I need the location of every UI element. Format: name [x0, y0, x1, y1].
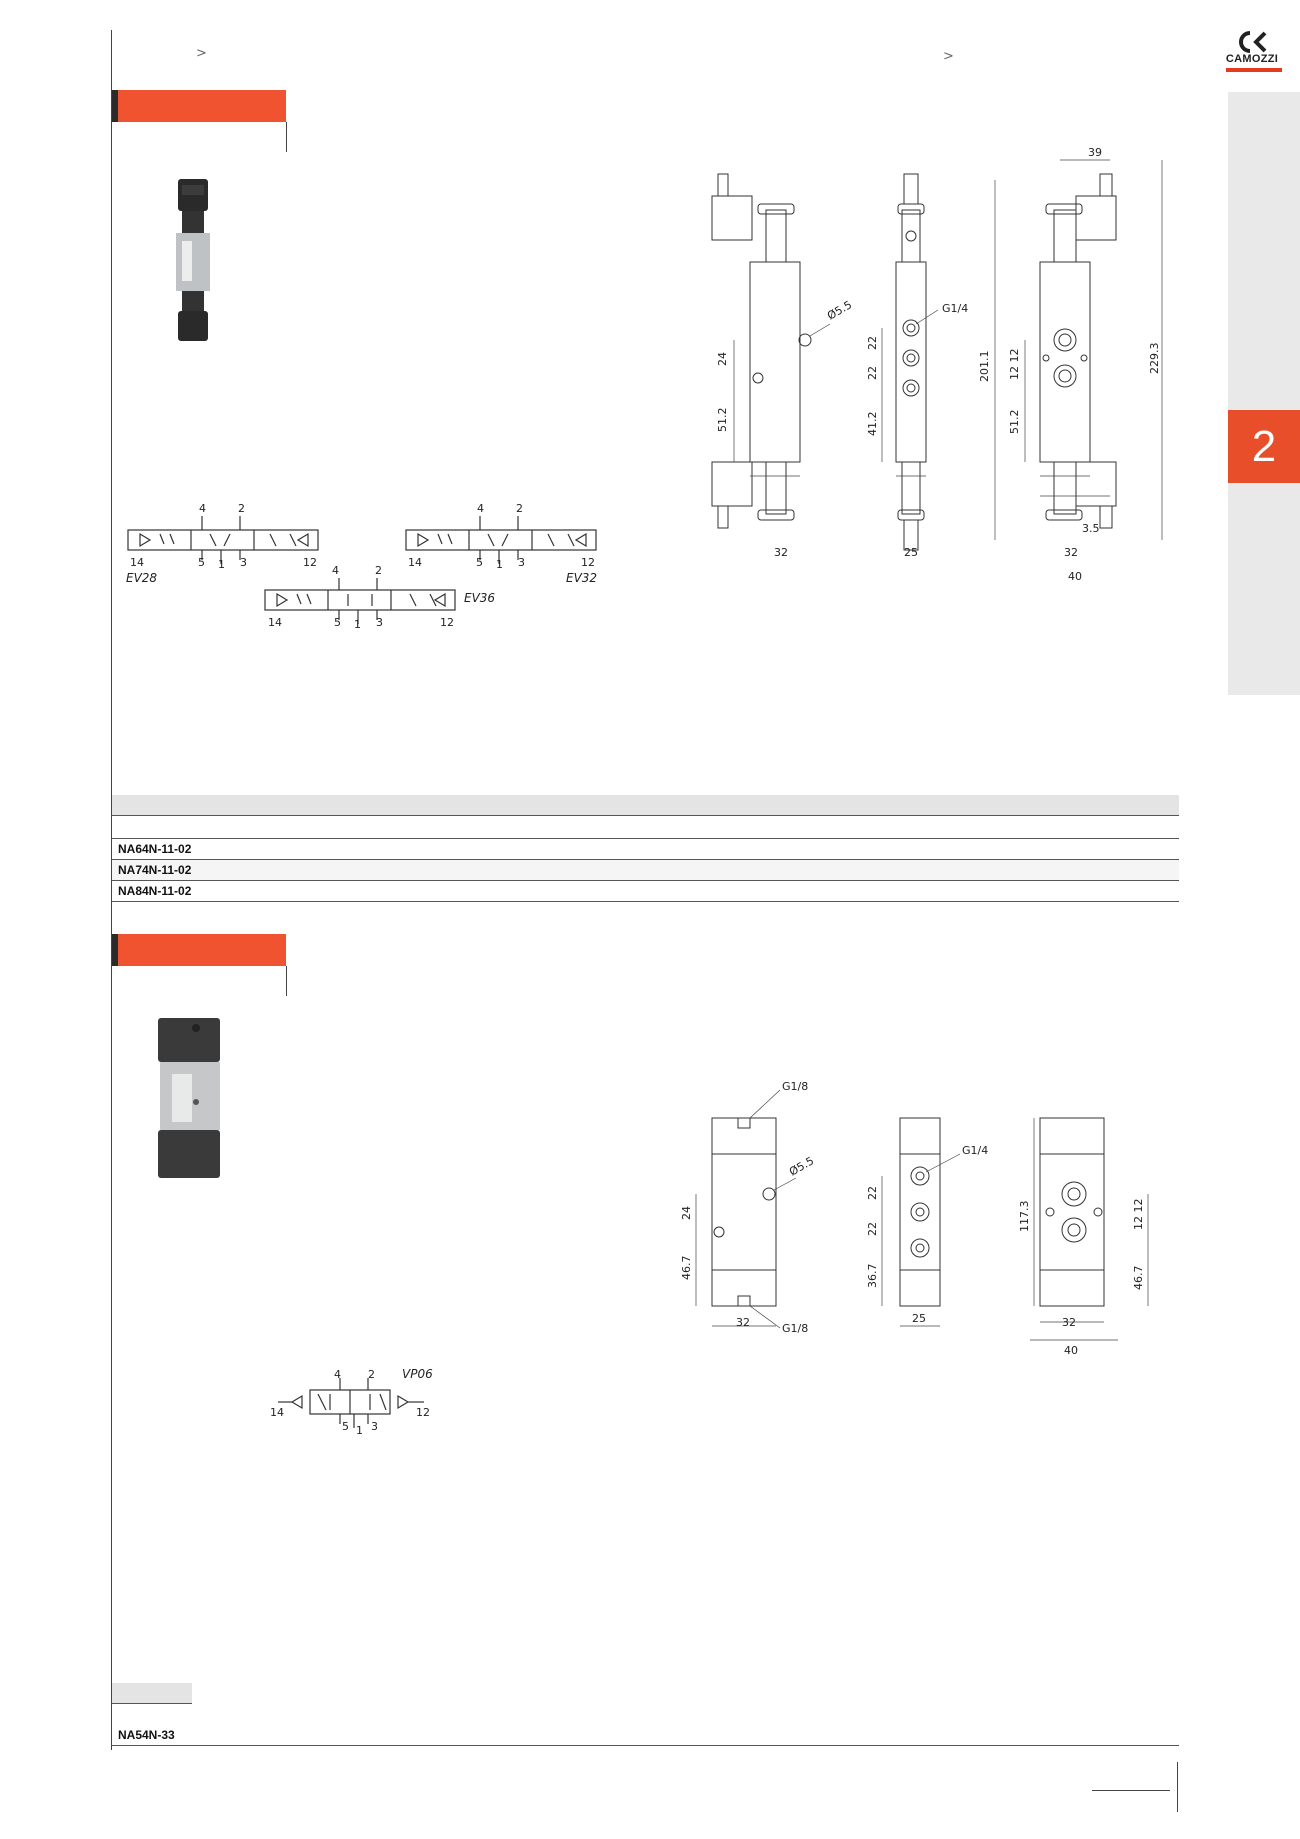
symbol-code-ev28: EV28 — [126, 571, 158, 585]
port-label: 1 — [354, 618, 361, 631]
dimension-label: 40 — [1068, 570, 1082, 583]
port-label: 5 — [342, 1420, 349, 1433]
port-label: 2 — [368, 1368, 375, 1381]
footer-rule — [1177, 1762, 1178, 1812]
dimension-label: 46.7 — [680, 1255, 693, 1280]
port-label: 14 — [268, 616, 282, 629]
dimension-label: 51.2 — [716, 407, 729, 432]
section-2-header — [112, 934, 286, 966]
port-label: 3 — [240, 556, 247, 569]
port-label: 4 — [332, 564, 339, 577]
dimension-label: G1/8 — [782, 1080, 809, 1093]
port-label: 5 — [334, 616, 341, 629]
port-label: 2 — [516, 502, 523, 515]
port-label: 12 — [303, 556, 317, 569]
port-label: 14 — [130, 556, 144, 569]
dimension-label: 32 — [1062, 1316, 1076, 1329]
dimension-label: 12 12 — [1132, 1198, 1145, 1230]
product-table-1 — [112, 795, 1179, 902]
dimension-label: 25 — [904, 546, 918, 559]
dimension-label: Ø5.5 — [787, 1154, 817, 1179]
port-label: 14 — [408, 556, 422, 569]
dimension-label: 32 — [736, 1316, 750, 1329]
dimension-label: 41.2 — [866, 411, 879, 436]
symbol-code-ev36: EV36 — [464, 591, 496, 605]
port-label: 1 — [496, 558, 503, 571]
table-subheader — [112, 816, 1179, 839]
port-label: 4 — [477, 502, 484, 515]
port-label: 4 — [334, 1368, 341, 1381]
pneumatic-valve-photo — [156, 1016, 226, 1182]
table-row[interactable]: NA84N-11-02 — [112, 881, 1179, 902]
dimension-label: 25 — [912, 1312, 926, 1325]
dimension-label: 46.7 — [1132, 1265, 1145, 1290]
dimension-label: G1/4 — [942, 302, 969, 315]
table-row[interactable]: NA64N-11-02 — [112, 839, 1179, 860]
dimension-label: 117.3 — [1018, 1200, 1031, 1232]
symbol-code-ev32: EV32 — [566, 571, 598, 585]
logo-bar — [1226, 68, 1282, 72]
dimension-label: 36.7 — [866, 1263, 879, 1288]
dimension-label: 32 — [1064, 546, 1078, 559]
dimension-label: 3.5 — [1082, 522, 1100, 535]
dimension-label: 22 — [866, 366, 879, 380]
camozzi-logo-icon — [1237, 30, 1267, 54]
port-label: 3 — [371, 1420, 378, 1433]
dimension-label: 40 — [1064, 1344, 1078, 1357]
symbol-ev28 — [128, 516, 318, 564]
breadcrumb-chevron-icon[interactable]: > — [196, 46, 207, 61]
dimension-label: 32 — [774, 546, 788, 559]
symbol-vp06 — [268, 1368, 448, 1448]
solenoid-valve-photo — [168, 175, 218, 345]
port-label: 12 — [440, 616, 454, 629]
pneumatic-symbols — [120, 498, 610, 631]
dimension-label: G1/4 — [962, 1144, 989, 1157]
breadcrumb-chevron-icon[interactable]: > — [943, 49, 954, 64]
port-label: 1 — [218, 558, 225, 571]
port-label: 1 — [356, 1424, 363, 1437]
port-label: 4 — [199, 502, 206, 515]
dimension-label: 229.3 — [1148, 342, 1161, 374]
table-header — [112, 795, 1179, 816]
symbol-code-vp06: VP06 — [402, 1367, 433, 1381]
section-2-header-line — [286, 966, 287, 996]
port-label: 12 — [581, 556, 595, 569]
dimension-drawing-2 — [670, 1070, 1180, 1370]
symbol-ev32 — [406, 516, 596, 564]
dimension-label: 22 — [866, 1222, 879, 1236]
port-label: 3 — [376, 616, 383, 629]
chapter-side-tab — [1228, 92, 1300, 695]
dimension-label: 22 — [866, 1186, 879, 1200]
table-subheader — [112, 1704, 192, 1724]
chapter-number-tab[interactable]: 2 — [1228, 410, 1300, 483]
port-label: 14 — [270, 1406, 284, 1419]
table-row[interactable]: NA54N-33 — [112, 1725, 1179, 1746]
table-header — [112, 1683, 192, 1704]
dimension-label: 12 12 — [1008, 348, 1021, 380]
port-label: 2 — [375, 564, 382, 577]
port-label: 5 — [476, 556, 483, 569]
section-1-header-line — [286, 122, 287, 152]
dimension-label: 24 — [716, 352, 729, 366]
footer-line — [1092, 1790, 1170, 1791]
logo-text: CAMOZZI — [1225, 53, 1279, 65]
section-1-header — [112, 90, 286, 122]
dimension-label: G1/8 — [782, 1322, 809, 1335]
dimension-label: 201.1 — [978, 350, 991, 382]
dimension-drawing-1 — [670, 146, 1180, 600]
product-table-2 — [112, 1683, 192, 1724]
product-table-2-rows — [112, 1725, 1179, 1746]
port-label: 3 — [518, 556, 525, 569]
port-label: 12 — [416, 1406, 430, 1419]
port-label: 2 — [238, 502, 245, 515]
table-row[interactable]: NA74N-11-02 — [112, 860, 1179, 881]
dimension-label: 24 — [680, 1206, 693, 1220]
dimension-label: 39 — [1088, 146, 1102, 159]
dimension-label: Ø5.5 — [825, 298, 855, 323]
port-label: 5 — [198, 556, 205, 569]
dimension-label: 51.2 — [1008, 409, 1021, 434]
dimension-label: 22 — [866, 336, 879, 350]
